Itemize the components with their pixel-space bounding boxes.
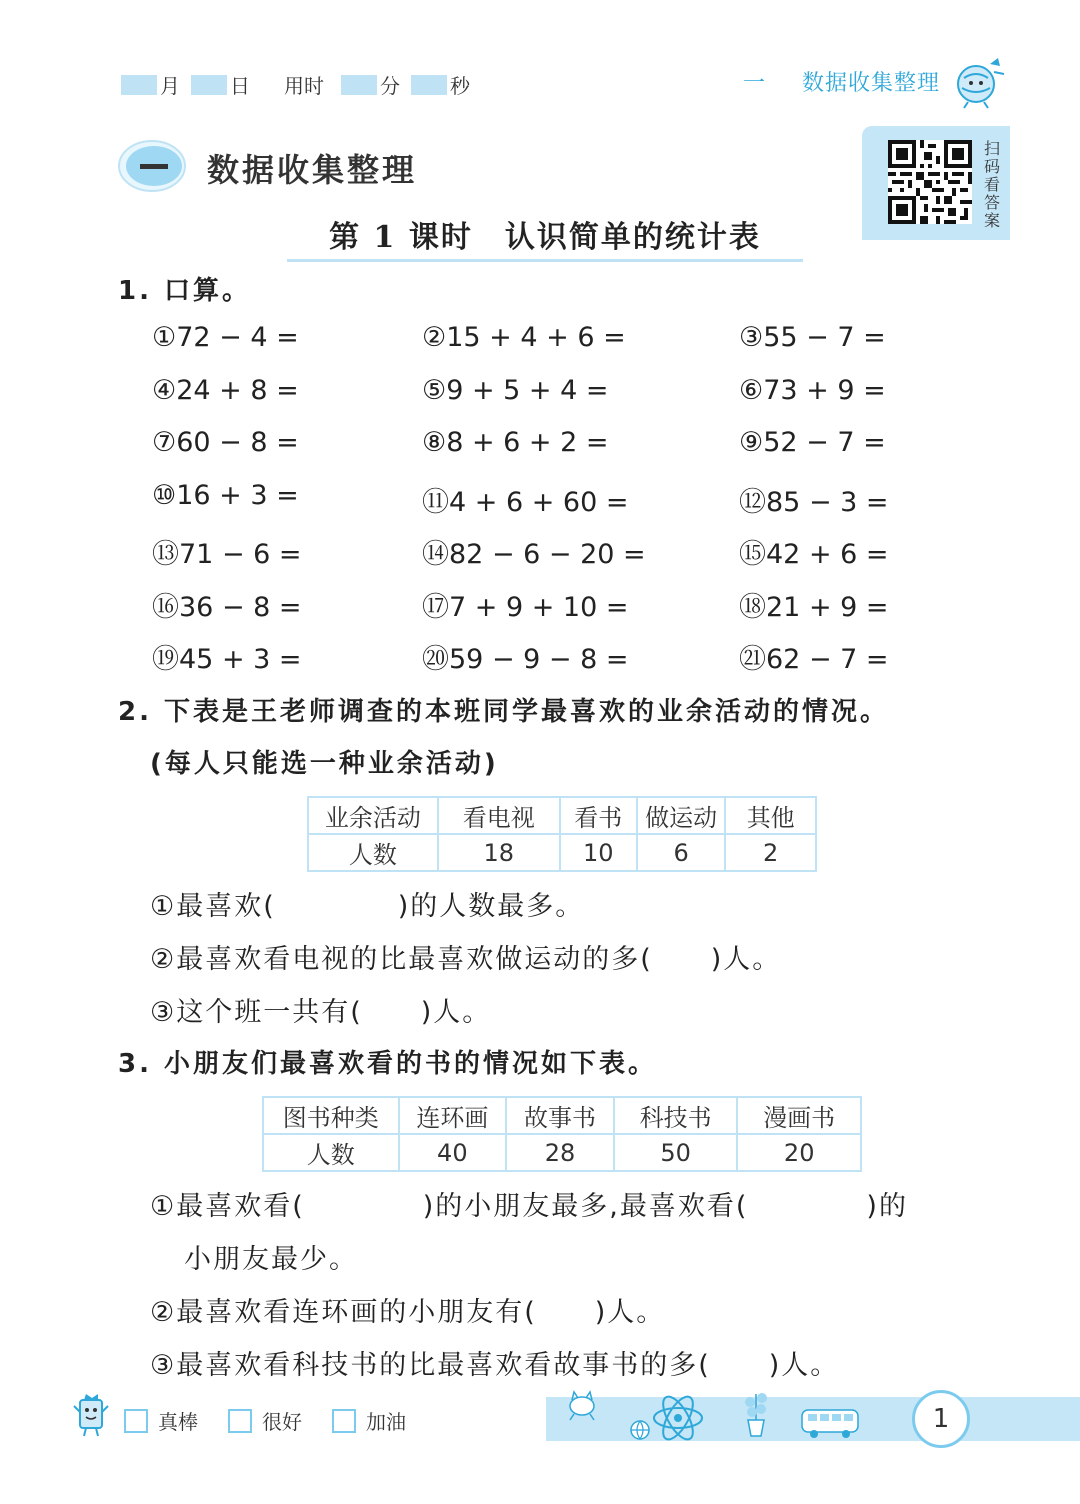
q2-note: (每人只能选一种业余活动) [150, 749, 499, 779]
page-number: 1 [912, 1390, 970, 1448]
table-header: 连环画 [399, 1097, 507, 1134]
calc-item: ⑦60 − 8 = [152, 427, 299, 458]
calc-item: ⑥73 + 9 = [739, 375, 886, 406]
table-header: 看书 [560, 797, 637, 834]
second-label: 秒 [450, 74, 470, 98]
q1-title: 1. 口算。 [118, 276, 252, 306]
table-cell: 6 [637, 834, 726, 871]
calc-item: ⑰7 + 9 + 10 = [422, 592, 629, 623]
q3-title: 3. 小朋友们最喜欢看的书的情况如下表。 [118, 1049, 658, 1079]
table-cell: 40 [399, 1134, 507, 1171]
calc-item: ⑫85 − 3 = [739, 487, 889, 518]
table-header: 做运动 [637, 797, 726, 834]
calc-item: ⑭82 − 6 − 20 = [422, 539, 646, 570]
atom-icon [654, 1392, 702, 1444]
q3-sub1 [150, 1184, 908, 1223]
calc-item: ⑳59 − 9 − 8 = [422, 644, 629, 675]
rating-option[interactable] [332, 1406, 406, 1435]
q3-table [262, 1096, 862, 1172]
q3-sub1-cont: 小朋友最少。 [184, 1244, 358, 1275]
calc-item: ②15 + 4 + 6 = [422, 322, 626, 353]
q3-sub3 [150, 1343, 839, 1382]
q2-table [307, 796, 817, 872]
mascot-icon [950, 54, 1008, 110]
table-header: 漫画书 [737, 1097, 861, 1134]
q2-title: 2. 下表是王老师调查的本班同学最喜欢的业余活动的情况。 [118, 697, 890, 727]
rating-checkbox[interactable] [332, 1409, 356, 1433]
chapter-header [743, 66, 940, 97]
rating-label: 加油 [366, 1410, 406, 1434]
potted-plant-icon [745, 1393, 767, 1436]
unit-badge-icon [118, 140, 186, 192]
q3-sub2-text-end: )人。 [594, 1297, 666, 1328]
table-cell: 人数 [308, 834, 438, 871]
q2-sub2-text: ②最喜欢看电视的比最喜欢做运动的多( [150, 944, 653, 975]
q3-sub1-text-end: )的 [866, 1191, 908, 1222]
q2-sub3-text: ③这个班一共有( [150, 997, 363, 1028]
minute-label: 分 [380, 74, 400, 98]
time-record [118, 70, 478, 99]
q3-sub3-text: ③最喜欢看科技书的比最喜欢看故事书的多( [150, 1350, 711, 1381]
qr-code-icon[interactable] [888, 140, 972, 224]
q3-sub2-text: ②最喜欢看连环画的小朋友有( [150, 1297, 537, 1328]
calc-item: ①72 − 4 = [152, 322, 299, 353]
calc-item: ⑯36 − 8 = [152, 592, 302, 623]
calc-item: ④24 + 8 = [152, 375, 299, 406]
q2-sub3-text-end: )人。 [420, 997, 492, 1028]
q2-sub3 [150, 990, 491, 1029]
month-label: 月 [160, 74, 180, 98]
chapter-name: 数据收集整理 [801, 71, 940, 96]
calc-item: ⑧8 + 6 + 2 = [422, 427, 609, 458]
calc-item: ⑬71 − 6 = [152, 539, 302, 570]
q2-sub2 [150, 937, 781, 976]
qr-label: 扫码看答案 [984, 139, 1001, 230]
time-used-label: 用时 [284, 74, 324, 98]
q2-sub2-text-end: )人。 [710, 944, 782, 975]
calc-item: ⑤9 + 5 + 4 = [422, 375, 609, 406]
bus-icon [802, 1410, 858, 1438]
table-cell: 20 [737, 1134, 861, 1171]
rating-checkbox[interactable] [124, 1409, 148, 1433]
table-cell: 10 [560, 834, 637, 871]
q3-sub2 [150, 1290, 665, 1329]
calc-item: ⑩16 + 3 = [152, 480, 299, 511]
notebook-mascot-icon [72, 1392, 112, 1438]
table-cell: 50 [614, 1134, 738, 1171]
q3-sub1-text: ①最喜欢看( [150, 1191, 305, 1222]
month-box[interactable] [121, 75, 157, 95]
rating-option[interactable] [124, 1406, 198, 1435]
q2-sub1-text: ①最喜欢( [150, 891, 276, 922]
globe-icon [631, 1421, 649, 1439]
rating-label: 很好 [262, 1410, 302, 1434]
q3-sub1-text-mid: )的小朋友最多,最喜欢看( [422, 1191, 749, 1222]
calc-item: ⑪4 + 6 + 60 = [422, 487, 629, 518]
cat-icon [570, 1392, 594, 1420]
q3-sub3-text-end: )人。 [768, 1350, 840, 1381]
calc-item: ⑲45 + 3 = [152, 644, 302, 675]
calc-item: ⑱21 + 9 = [739, 592, 889, 623]
table-header: 业余活动 [308, 797, 438, 834]
footer-decoration-icons [560, 1384, 920, 1444]
calc-item: ㉑62 − 7 = [739, 644, 889, 675]
table-cell: 2 [725, 834, 816, 871]
table-header: 图书种类 [263, 1097, 399, 1134]
calc-item: ⑨52 − 7 = [739, 427, 886, 458]
table-header: 故事书 [506, 1097, 614, 1134]
day-box[interactable] [191, 75, 227, 95]
q2-sub1-text-end: )的人数最多。 [397, 891, 585, 922]
minute-box[interactable] [341, 75, 377, 95]
rating-checkbox[interactable] [228, 1409, 252, 1433]
q2-sub1 [150, 884, 584, 923]
self-rating [124, 1406, 436, 1435]
lesson-title: 第 1 课时 认识简单的统计表 [329, 220, 761, 255]
second-box[interactable] [411, 75, 447, 95]
table-header: 科技书 [614, 1097, 738, 1134]
rating-label: 真棒 [158, 1410, 198, 1434]
unit-title: 数据收集整理 [207, 151, 418, 189]
table-cell: 18 [438, 834, 560, 871]
rating-option[interactable] [228, 1406, 302, 1435]
table-cell: 人数 [263, 1134, 399, 1171]
table-cell: 28 [506, 1134, 614, 1171]
table-header: 看电视 [438, 797, 560, 834]
chapter-dash: 一 [742, 71, 766, 96]
lesson-underline [287, 259, 803, 262]
calc-item: ⑮42 + 6 = [739, 539, 889, 570]
table-header: 其他 [725, 797, 816, 834]
day-label: 日 [230, 74, 250, 98]
calc-item: ③55 − 7 = [739, 322, 886, 353]
